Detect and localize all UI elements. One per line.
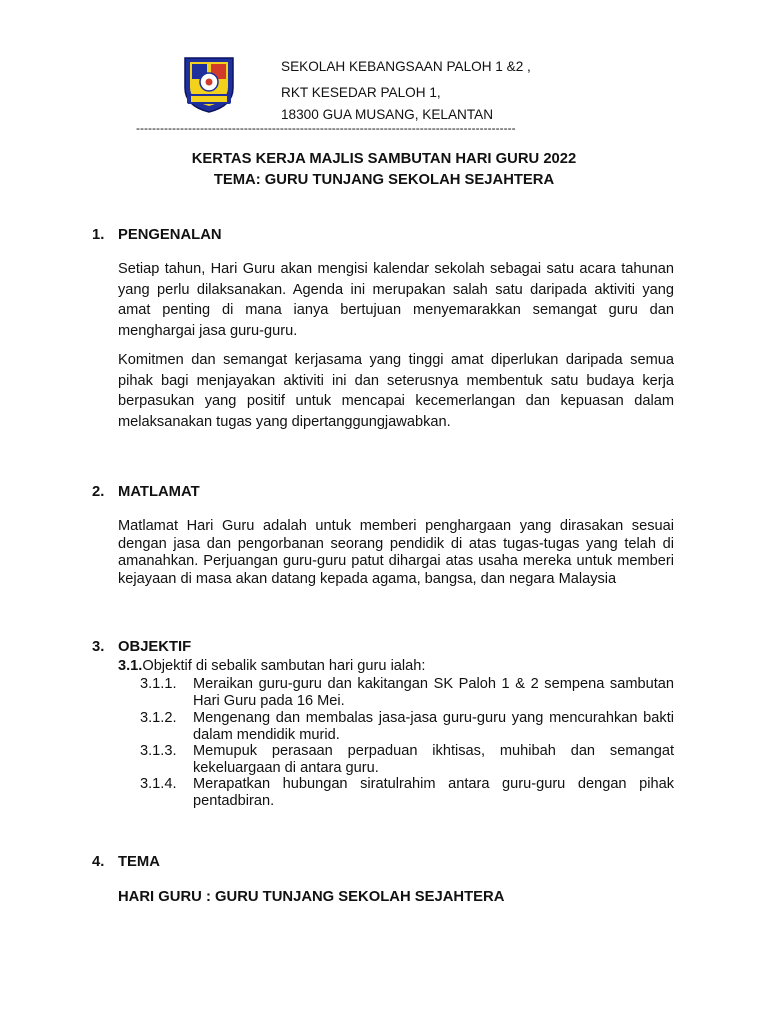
school-crest-logo bbox=[181, 54, 237, 114]
section-number: 2. bbox=[92, 484, 105, 500]
section-title: TEMA bbox=[118, 854, 160, 870]
section-number: 1. bbox=[92, 227, 105, 243]
section-number: 4. bbox=[92, 854, 105, 870]
list-item bbox=[140, 710, 674, 744]
item-number: 3.1.4. bbox=[140, 776, 177, 792]
section-heading-matlamat bbox=[92, 484, 200, 500]
paragraph: Setiap tahun, Hari Guru akan mengisi kalendar sekolah sebagai satu acara tahunan yang perlu dilaksanakan. Agenda ini merupakan salah satu daripada aktiviti yang amat penting di mana ianya bertujuan menyemarakkan semangat guru dan menghargai jasa guru-guru. bbox=[118, 261, 674, 339]
section-heading-objektif bbox=[92, 639, 191, 655]
section-title: OBJEKTIF bbox=[118, 639, 192, 655]
address-line-3: 18300 GUA MUSANG, KELANTAN bbox=[281, 107, 494, 122]
section-title: MATLAMAT bbox=[118, 484, 200, 500]
item-text: Memupuk perasaan perpaduan ikhtisas, muhibah dan semangat kekeluargaan di antara guru. bbox=[193, 743, 674, 776]
section-heading-tema bbox=[92, 854, 160, 870]
list-item bbox=[140, 676, 674, 710]
document-title: KERTAS KERJA MAJLIS SAMBUTAN HARI GURU 2022 bbox=[191, 151, 577, 167]
sub-text: Objektif di sebalik sambutan hari guru ialah: bbox=[142, 658, 426, 674]
list-item bbox=[140, 743, 674, 777]
sub-number: 3.1. bbox=[118, 658, 143, 674]
theme-statement: HARI GURU : GURU TUNJANG SEKOLAH SEJAHTERA bbox=[118, 889, 505, 905]
item-number: 3.1.3. bbox=[140, 743, 177, 759]
list-item bbox=[140, 776, 674, 810]
section-title: PENGENALAN bbox=[118, 227, 222, 243]
section-heading-pengenalan bbox=[92, 227, 222, 243]
document-theme: TEMA: GURU TUNJANG SEKOLAH SEJAHTERA bbox=[213, 172, 555, 188]
item-number: 3.1.2. bbox=[140, 710, 177, 726]
item-text: Meraikan guru-guru dan kakitangan SK Paloh 1 & 2 sempena sambutan Hari Guru pada 16 Mei. bbox=[193, 676, 674, 709]
section-number: 3. bbox=[92, 639, 105, 655]
address-line-2: RKT KESEDAR PALOH 1, bbox=[281, 85, 441, 100]
item-text: Mengenang dan membalas jasa-jasa guru-guru yang mencurahkan bakti dalam mendidik murid. bbox=[193, 710, 674, 743]
item-number: 3.1.1. bbox=[140, 676, 177, 692]
item-text: Merapatkan hubungan siratulrahim antara guru-guru dengan pihak pentadbiran. bbox=[193, 776, 674, 809]
objective-intro bbox=[118, 658, 425, 676]
paragraph: Matlamat Hari Guru adalah untuk memberi penghargaan yang dirasakan sesuai dengan jasa dan pengorbanan seorang pendidik di atas tugas-tugas yang telah di amanahkan. Perjuangan guru-guru patut dihargai atas usaha mereka untuk memberi kejayaan di masa akan datang kepada agama, bangsa, dan negara Malaysia bbox=[118, 518, 674, 587]
school-name: SEKOLAH KEBANGSAAN PALOH 1 &2 , bbox=[281, 59, 531, 74]
header-divider: ----------------------------------------------------------------------------------------------- bbox=[136, 121, 516, 135]
paragraph: Komitmen dan semangat kerjasama yang tinggi amat diperlukan daripada semua pihak bagi menjayakan aktiviti ini dan seterusnya membentuk satu budaya kerja berpasukan yang positif untuk mencapai kecemerlangan dan kepuasan dalam melaksanakan tugas yang dipertanggungjawabkan. bbox=[118, 352, 674, 430]
